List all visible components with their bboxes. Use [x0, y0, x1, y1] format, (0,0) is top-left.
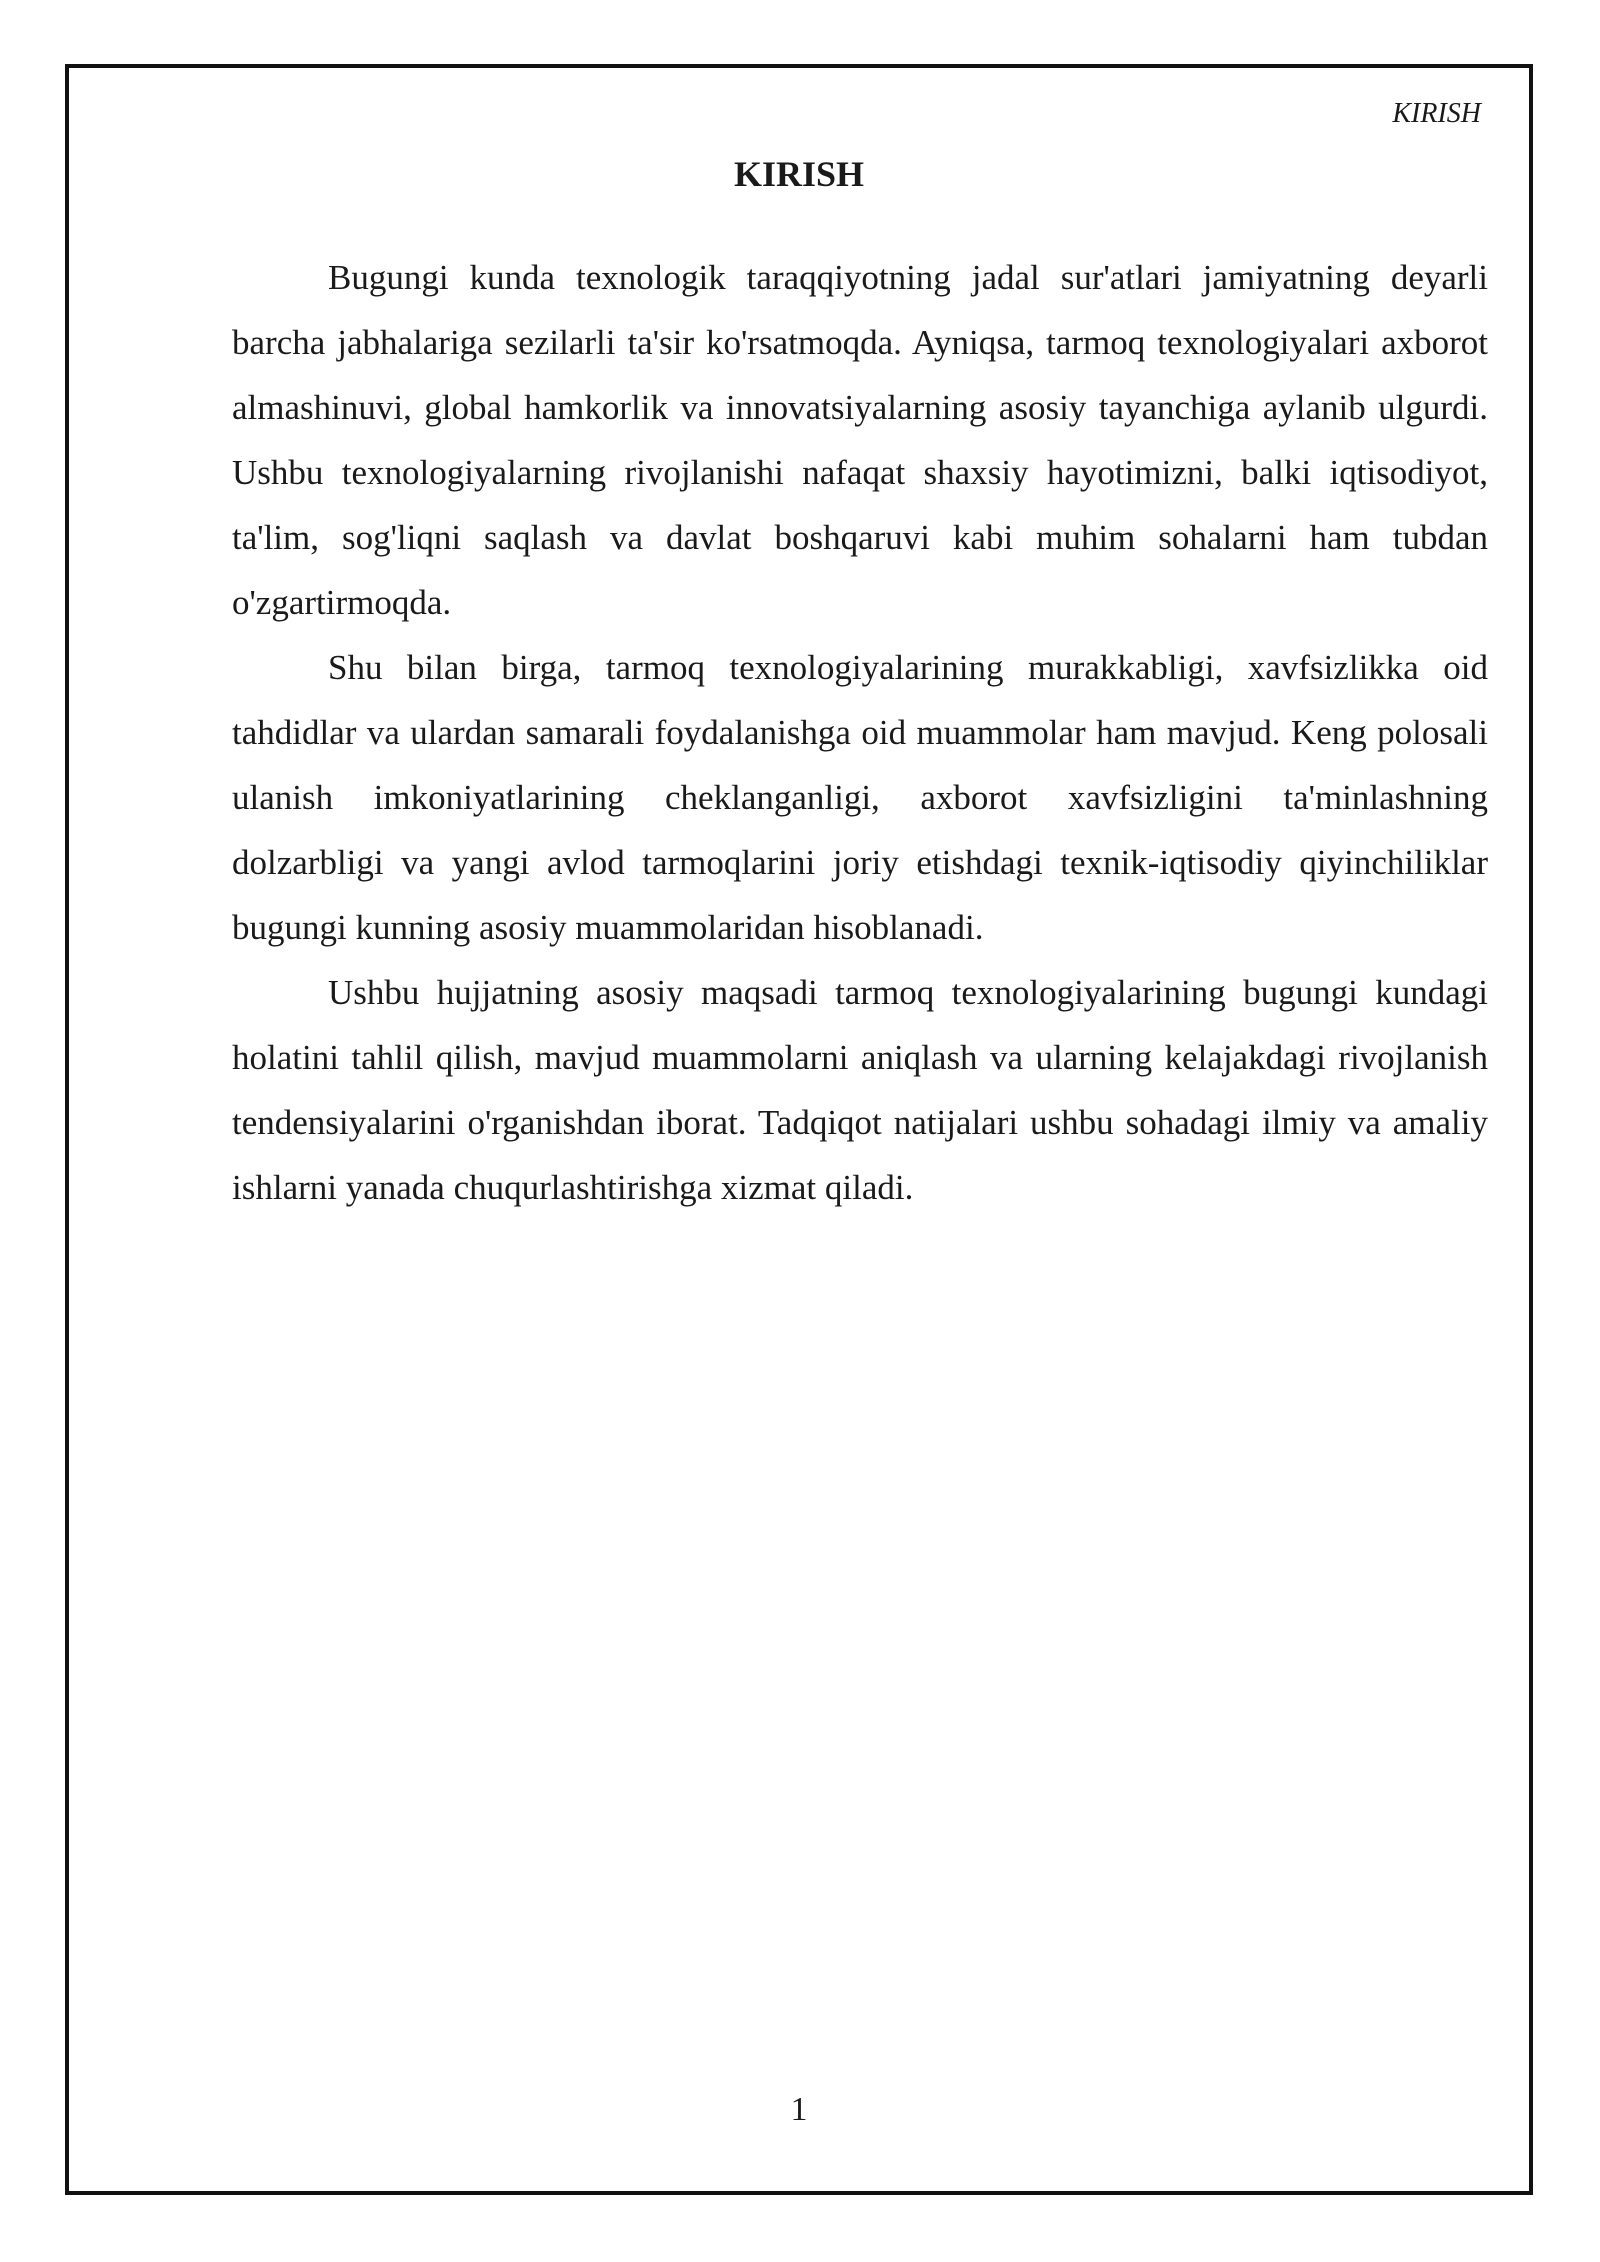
paragraph-2: Shu bilan birga, tarmoq texnologiyalarining murakkabligi, xavfsizlikka oid tahdidlar va ulardan samarali foydalanishga oid muammolar ham mavjud. Keng polosali ulanish imkoniyatlarining cheklanganligi, axborot xavfsizligini ta'minlashning dolzarbligi va yangi avlod tarmoqlarini joriy etishdagi texnik-iqtisodiy qiyinchiliklar bugungi kunning asosiy muammolaridan hisoblanadi. [232, 648, 1488, 947]
page-number: 1 [790, 2091, 808, 2128]
paragraph-1: Bugungi kunda texnologik taraqqiyotning jadal sur'atlari jamiyatning deyarli barcha jabhalariga sezilarli ta'sir ko'rsatmoqda. Ayniqsa, tarmoq texnologiyalari axborot almashinuvi, global hamkorlik va innovatsiyalarning asosiy tayanchiga aylanib ulgurdi. Ushbu texnologiyalarning rivojlanishi nafaqat shaxsiy hayotimizni, balki iqtisodiyot, ta'lim, sog'liqni saqlash va davlat boshqaruvi kabi muhim sohalarni ham tubdan o'zgartirmoqda. [232, 258, 1488, 622]
running-header: KIRISH [1392, 98, 1481, 129]
paragraph-3: Ushbu hujjatning asosiy maqsadi tarmoq texnologiyalarining bugungi kundagi holatini tahlil qilish, mavjud muammolarni aniqlash va ularning kelajakdagi rivojlanish tendensiyalarini o'rganishdan iborat. Tadqiqot natijalari ushbu sohadagi ilmiy va amaliy ishlarni yanada chuqurlashtirishga xizmat qiladi. [232, 973, 1488, 1207]
body-text [232, 245, 1488, 1220]
page-frame [65, 64, 1533, 2195]
page-title: KIRISH [733, 154, 865, 194]
